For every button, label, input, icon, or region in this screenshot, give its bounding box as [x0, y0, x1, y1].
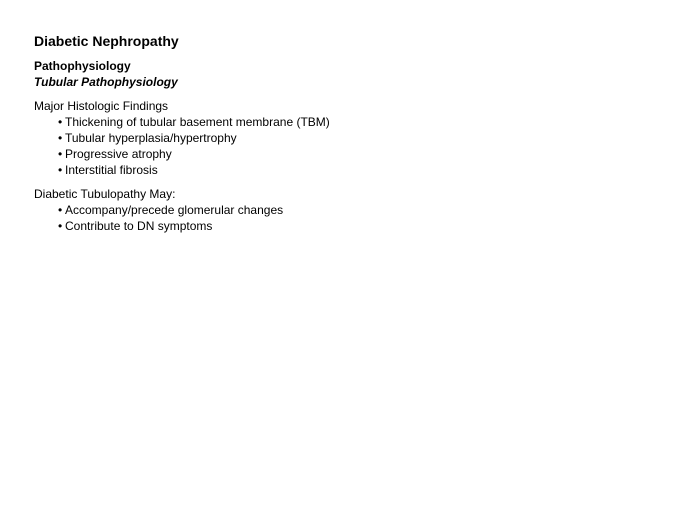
bullet-icon: • — [58, 219, 63, 233]
list-item — [58, 218, 674, 234]
section-heading: Pathophysiology — [34, 59, 131, 73]
list-item — [58, 162, 674, 178]
subsection-heading: Tubular Pathophysiology — [34, 75, 178, 89]
list-item — [58, 114, 674, 130]
bullet-icon: • — [58, 203, 63, 217]
bullet-icon: • — [58, 115, 63, 129]
list-item — [58, 202, 674, 218]
list-item-text: Progressive atrophy — [65, 147, 172, 161]
list-item — [58, 130, 674, 146]
findings-group — [34, 98, 674, 178]
tubulopathy-group-label: Diabetic Tubulopathy May: — [34, 187, 176, 201]
list-item-text: Accompany/precede glomerular changes — [65, 203, 284, 217]
tubulopathy-group — [34, 186, 674, 234]
list-item-text: Tubular hyperplasia/hypertrophy — [65, 131, 237, 145]
page-title: Diabetic Nephropathy — [34, 33, 179, 49]
list-item-text: Thickening of tubular basement membrane (TBM) — [65, 115, 330, 129]
bullet-icon: • — [58, 147, 63, 161]
slide-content — [34, 32, 674, 242]
tubulopathy-list — [34, 202, 674, 234]
list-item-text: Contribute to DN symptoms — [65, 219, 213, 233]
bullet-icon: • — [58, 131, 63, 145]
list-item-text: Interstitial fibrosis — [65, 163, 158, 177]
findings-list — [34, 114, 674, 178]
list-item — [58, 146, 674, 162]
findings-group-label: Major Histologic Findings — [34, 99, 169, 113]
bullet-icon: • — [58, 163, 63, 177]
